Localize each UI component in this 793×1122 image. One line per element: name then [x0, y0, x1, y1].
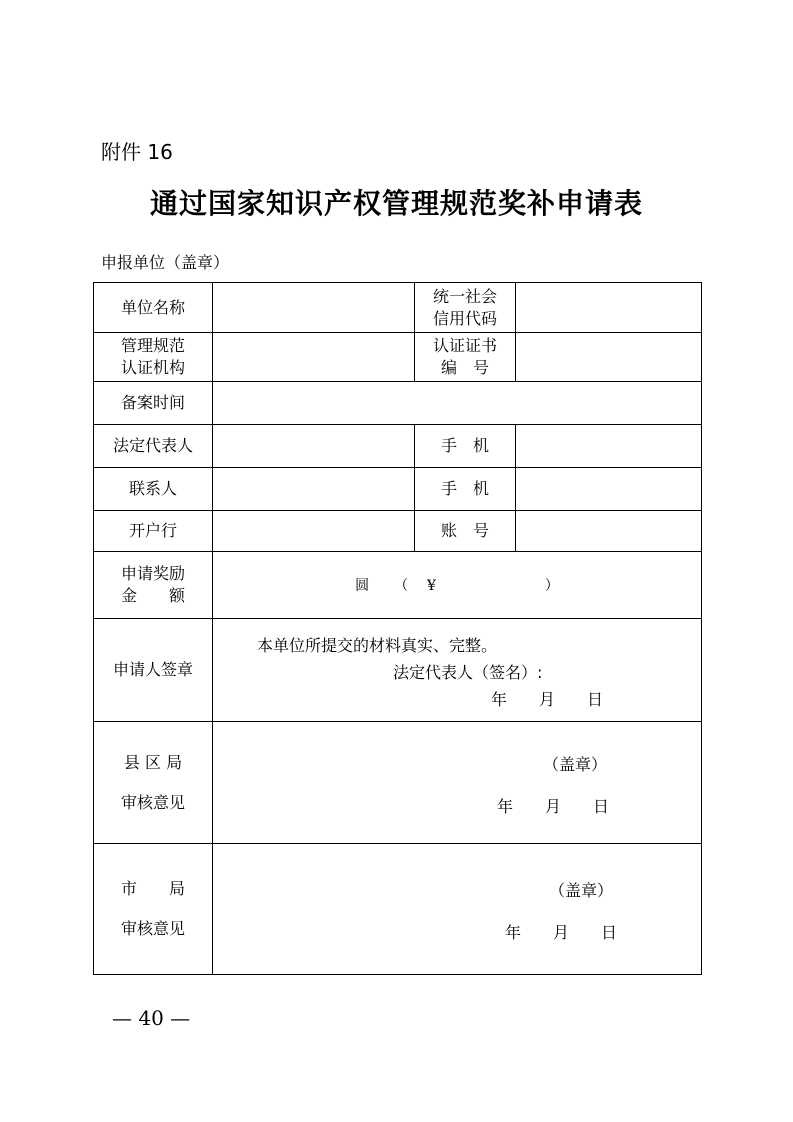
table-row [94, 468, 702, 511]
account-label: 账 号 [415, 511, 516, 552]
table-row [94, 333, 702, 382]
county-seal: （盖章） [543, 755, 608, 774]
bank-field[interactable] [213, 511, 415, 552]
credit-code-field[interactable] [516, 283, 702, 333]
account-field[interactable] [516, 511, 702, 552]
unit-name-field[interactable] [213, 283, 415, 333]
table-row [94, 283, 702, 333]
unit-name-label: 单位名称 [94, 283, 213, 333]
city-date: 年 月 日 [505, 923, 618, 942]
cert-org-field[interactable] [213, 333, 415, 382]
mobile2-field[interactable] [516, 468, 702, 511]
table-row [94, 619, 702, 722]
table-row [94, 722, 702, 844]
cert-org-label-line2: 认证机构 [120, 358, 185, 377]
award-amount-field[interactable] [213, 552, 702, 619]
page-number: — 40 — [112, 1006, 191, 1030]
cert-org-label [94, 333, 213, 382]
cert-number-label [415, 333, 516, 382]
amount-yen: ¥ [426, 578, 436, 594]
table-row [94, 425, 702, 468]
mobile2-label: 手 机 [415, 468, 516, 511]
record-time-field[interactable] [213, 382, 702, 425]
bank-label: 开户行 [94, 511, 213, 552]
legal-rep-field[interactable] [213, 425, 415, 468]
credit-code-label-line1: 统一社会 [432, 286, 497, 306]
amount-yuan: 圆 [355, 578, 370, 594]
applicant-unit-label: 申报单位（盖章） [101, 253, 230, 272]
table-row [94, 552, 702, 619]
table-row [94, 511, 702, 552]
signature-field[interactable] [213, 619, 702, 722]
award-amount-label [94, 552, 213, 619]
mobile1-label: 手 机 [415, 425, 516, 468]
city-review-label-line2: 审核意见 [120, 919, 185, 938]
county-review-label-line2: 审核意见 [120, 792, 185, 812]
amount-paren-open: （ [394, 578, 409, 594]
table-row [94, 844, 702, 975]
cert-number-label-line1: 认证证书 [432, 336, 497, 355]
attachment-label: 附件 16 [101, 140, 173, 164]
city-review-field[interactable] [213, 844, 702, 975]
signature-date: 年 月 日 [491, 690, 604, 709]
city-review-label-line1: 市 局 [120, 879, 185, 898]
credit-code-label-line2: 信用代码 [432, 308, 497, 328]
city-seal: （盖章） [549, 881, 614, 900]
contact-field[interactable] [213, 468, 415, 511]
mobile1-field[interactable] [516, 425, 702, 468]
county-review-label [94, 722, 213, 844]
award-amount-label-line2: 金 额 [120, 586, 185, 605]
amount-paren-close: ） [544, 578, 559, 594]
signature-label: 申请人签章 [94, 619, 213, 722]
county-review-label-line1: 县 区 局 [123, 752, 183, 772]
city-review-label [94, 844, 213, 975]
cert-number-label-line2: 编 号 [440, 358, 489, 377]
application-form-table [93, 282, 702, 975]
contact-label: 联系人 [94, 468, 213, 511]
signature-statement: 本单位所提交的材料真实、完整。 [257, 636, 498, 655]
county-date: 年 月 日 [497, 797, 610, 816]
cert-org-label-line1: 管理规范 [120, 336, 185, 355]
legal-rep-label: 法定代表人 [94, 425, 213, 468]
county-review-field[interactable] [213, 722, 702, 844]
page-title: 通过国家知识产权管理规范奖补申请表 [149, 187, 643, 220]
table-row [94, 382, 702, 425]
cert-number-field[interactable] [516, 333, 702, 382]
credit-code-label [415, 283, 516, 333]
award-amount-label-line1: 申请奖励 [120, 564, 185, 583]
record-time-label: 备案时间 [94, 382, 213, 425]
signature-legal-rep: 法定代表人（签名）: [393, 663, 543, 682]
